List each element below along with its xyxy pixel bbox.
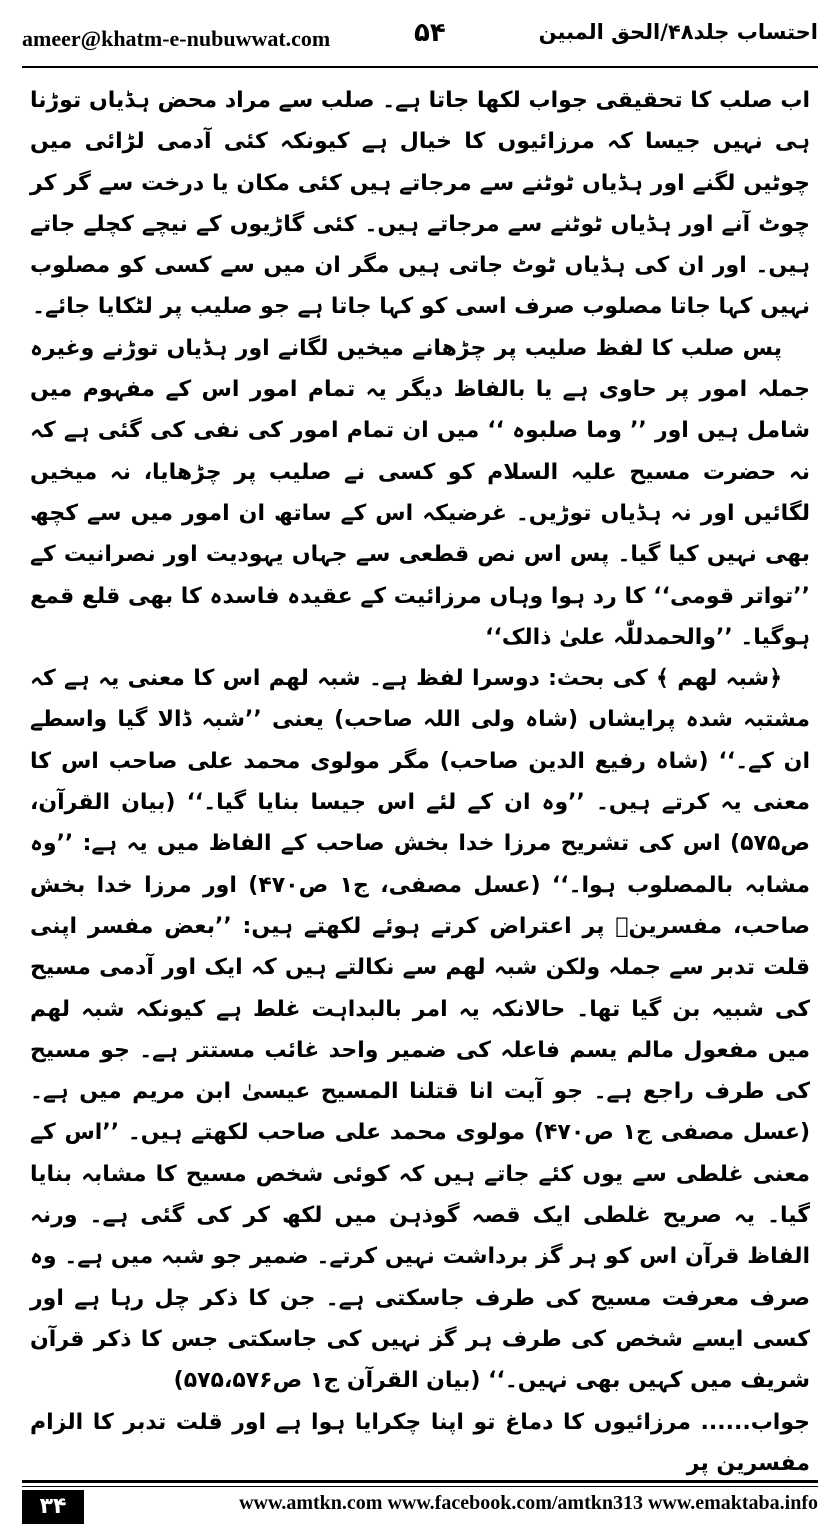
paragraph: پس صلب کا لفظ صلیب پر چڑھانے میخیں لگانے اور ہڈیاں توڑنے وغیرہ جملہ امور پر حاوی ہے یا بالفاظ دیگر یہ تمام امور اس کے مفہوم میں شامل ہیں اور ’’ وما صلبوہ ‘‘ میں ان تمام امور کی نفی کی گئی ہے کہ نہ حضرت مسیح علیہ السلام کو کسی نے صلیب پر چڑھایا، نہ میخیں لگائیں اور نہ ہڈیاں توڑیں۔ غرضیکہ اس کے ساتھ ان امور میں سے کچھ بھی نہیں کیا گیا۔ پس اس نص قطعی سے جہاں یہودیت اور نصرانیت کے ’’تواتر قومی‘‘ کا رد ہوا وہاں مرزائیت کے عقیدہ فاسدہ کا بھی قلع قمع ہوگیا۔ ’’والحمدللّٰہ علیٰ ذالک‘‘ <box>30 335 810 650</box>
page-body <box>30 80 810 1476</box>
header-divider <box>22 66 818 68</box>
footer-divider-thin <box>22 1486 818 1487</box>
paragraph: ﴿شبہ لهم ﴾ کی بحث: دوسرا لفظ ہے۔ شبہ لهم اس کا معنی یہ ہے کہ مشتبہ شدہ پرایشاں (شاہ ولی اللہ صاحب) یعنی ’’شبہ ڈالا گیا واسطے ان کے۔‘‘ (شاہ رفیع الدین صاحب) مگر مولوی محمد علی صاحب اس کا معنی یہ کرتے ہیں۔ ’’وہ ان کے لئے اس جیسا بنایا گیا۔‘‘ (بیان القرآن، ص۵۷۵) اس کی تشریح مرزا خدا بخش صاحب کے الفاظ میں یہ ہے: ’’وہ مشابہ بالمصلوب ہوا۔‘‘ (عسل مصفی، ج۱ ص۴۷۰) اور مرزا خدا بخش صاحب، مفسرینؒ پر اعتراض کرتے ہوئے لکھتے ہیں: ’’بعض مفسر اپنی قلت تدبر سے جملہ ولکن شبہ لهم سے نکالتے ہیں کہ ایک اور آدمی مسیح کی شبیہ بن گیا تھا۔ حالانکہ یہ امر بالبداہت غلط ہے کیونکہ شبہ لهم میں مفعول مالم یسم فاعلہ کی ضمیر واحد غائب مستتر ہے۔ جو مسیح کی طرف راجع ہے۔ جو آیت انا قتلنا المسیح عیسیٰ ابن مریم میں ہے۔ (عسل مصفی ج۱ ص۴۷۰) مولوی محمد علی صاحب لکھتے ہیں۔ ’’اس کے معنی غلطی سے یوں کئے جاتے ہیں کہ کوئی شخص مسیح کا مشابہ بنایا گیا۔ یہ صریح غلطی ایک قصہ گوذہن میں لکھ کر کی گئی ہے۔ ورنہ الفاظ قرآن اس کو ہر گز برداشت نہیں کرتے۔ ضمیر جو شبہ میں ہے۔ وہ صرف معرفت مسیح کی طرف جاسکتی ہے۔ جن کا ذکر چل رہا ہے اور کسی ایسے شخص کی طرف ہر گز نہیں کی جاسکتی جس کا ذکر قرآن شریف میں کہیں بھی نہیں۔‘‘ (بیان القرآن ج۱ ص۵۷۵،۵۷۶) <box>30 666 810 1394</box>
paragraph: جواب...... مرزائیوں کا دماغ تو اپنا چکرایا ہوا ہے اور قلت تدبر کا الزام مفسرین پر <box>30 1409 810 1476</box>
footer-divider <box>22 1480 818 1483</box>
footer-page-number: ۳۴ <box>22 1490 84 1524</box>
paragraph: اب صلب کا تحقیقی جواب لکھا جاتا ہے۔ صلب سے مراد محض ہڈیاں توڑنا ہی نہیں جیسا کہ مرزائیوں کا خیال ہے کیونکہ کئی آدمی لڑائی میں چوٹیں لگنے اور ہڈیاں ٹوٹنے سے مرجاتے ہیں کئی مکان یا درخت سے گر کر چوٹ آنے اور ہڈیاں ٹوٹنے سے مرجاتے ہیں۔ کئی گاڑیوں کے نیچے کچلے جاتے ہیں۔ اور ان کی ہڈیاں ٹوٹ جاتی ہیں مگر ان میں سے کسی کو مصلوب نہیں کہا جاتا مصلوب صرف اسی کو کہا جاتا ہے جو صلیب پر لٹکایا جائے۔ <box>30 88 810 320</box>
footer-links: www.amtkn.com www.facebook.com/amtkn313 www.emaktaba.info <box>239 1492 818 1514</box>
header-book-title: احتساب جلد۴۸/الحق المبین <box>538 20 818 44</box>
page-footer <box>22 1480 818 1524</box>
header-email: ameer@khatm-e-nubuwwat.com <box>22 26 331 51</box>
header-page-number: ۵۴ <box>414 18 446 48</box>
page-header <box>22 18 818 62</box>
